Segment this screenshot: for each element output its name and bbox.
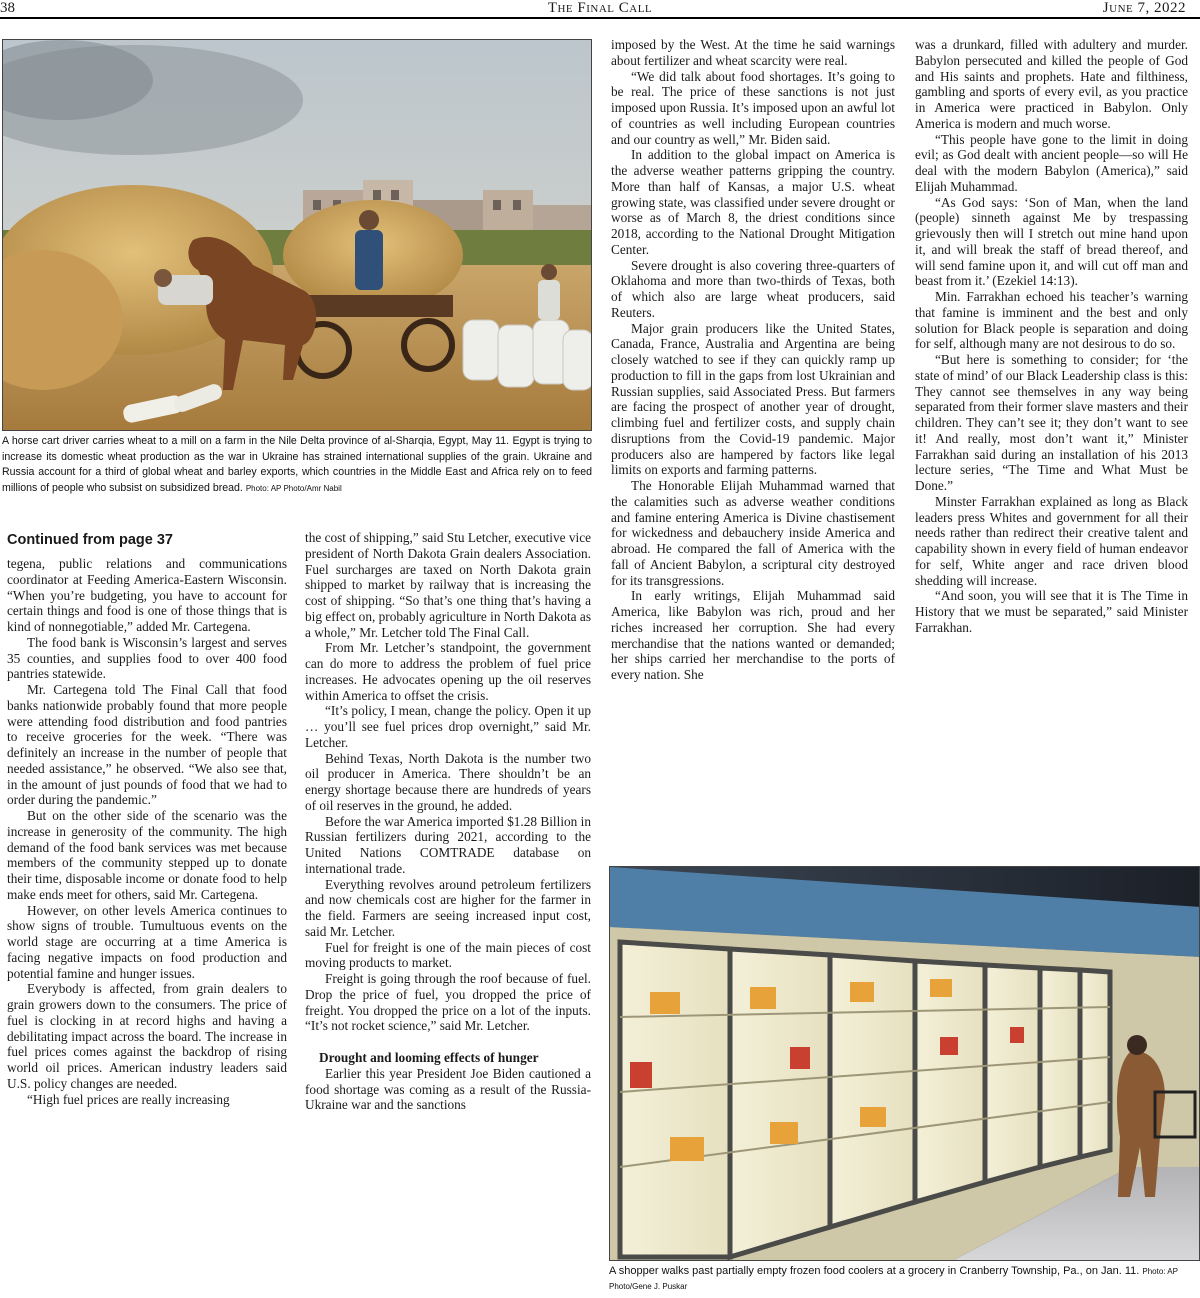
paragraph: Mr. Cartegena told The Final Call that food banks nationwide probably found that more people were attending food distribution and food pantries to receive groceries for the week. “There was definitely an increase in the number of people that needed assistance,” he observed. “We also see that, in the amount of just pounds of food that we had to order during the pandemic.” bbox=[7, 682, 287, 808]
paragraph: Earlier this year President Joe Biden cautioned a food shortage was coming as a result of the Russia-Ukraine war and the sanctions bbox=[305, 1065, 591, 1113]
paragraph: Everybody is affected, from grain dealers to grain growers down to the consumers. The price of fuel is clocking in at record highs and having a debilitating impact across the board. The increase in fuel prices comes against the backdrop of rising world oil prices. American industry leaders said U.S. policy changes are needed. bbox=[7, 981, 287, 1091]
page-header bbox=[0, 0, 1200, 18]
paragraph: “It’s policy, I mean, change the policy. Open it up … you’ll see fuel prices drop overnight,” said Mr. Letcher. bbox=[305, 703, 591, 750]
grocery-photo-caption bbox=[609, 1264, 1200, 1296]
paragraph: imposed by the West. At the time he said warnings about fertilizer and wheat scarcity were real. bbox=[611, 37, 895, 68]
paragraph: Behind Texas, North Dakota is the number two oil producer in America. There shouldn’t be an energy shortage because there are hundreds of years of oil reserves in the ground, he added. bbox=[305, 750, 591, 813]
wheat-photo-caption bbox=[2, 434, 592, 498]
paragraph: “This people have gone to the limit in doing evil; as God dealt with ancient people—so will He deal with the modern Babylon (America),” said Elijah Muhammad. bbox=[915, 131, 1188, 194]
grocery-caption-text: A shopper walks past partially empty frozen food coolers at a grocery in Cranberry Township, Pa., on Jan. 11. bbox=[609, 1265, 1140, 1277]
paragraph: Minster Farrakhan explained as long as Black leaders press Whites and government for all their needs rather than redirect their creative talent and capability shown in every field of human endeavor for self, White anger and race driven blood shedding will increase. bbox=[915, 493, 1188, 588]
paragraph: Before the war America imported $1.28 Billion in Russian fertilizers during 2021, according to the United Nations COMTRADE database on international trade. bbox=[305, 813, 591, 876]
page-number: 38 bbox=[0, 0, 15, 16]
paragraph: tegena, public relations and communications coordinator at Feeding America-Eastern Wisconsin. “When you’re budgeting, you have to account for certain things and food is one of those things that is kind of nonnegotiable,” added Mr. Cartegena. bbox=[7, 556, 287, 634]
article-column-1 bbox=[7, 530, 287, 1294]
paragraph: The Honorable Elijah Muhammad warned that the calamities such as adverse weather conditions and famine entering America is Divine chastisement for wickedness and debauchery inside America and abroad. He compared the fall of America with the fall of Ancient Babylon, a scriptural city destroyed for its transgressions. bbox=[611, 478, 895, 588]
wheat-harvest-photo bbox=[2, 39, 592, 431]
paragraph: Everything revolves around petroleum fertilizers and now chemicals cost are higher for the farmer in the field. Farmers are seeing increased input cost, said Mr. Letcher. bbox=[305, 876, 591, 939]
article-column-2 bbox=[305, 530, 591, 1294]
issue-date: June 7, 2022 bbox=[1102, 0, 1186, 16]
grocery-freezer-photo bbox=[609, 866, 1200, 1261]
header-rule bbox=[0, 17, 1200, 19]
wheat-photo-credit: Photo: AP Photo/Amr Nabil bbox=[245, 483, 342, 493]
paragraph: Min. Farrakhan echoed his teacher’s warning that famine is imminent and the best and only solution for Black people is separation and doing for self, although many are not desirous to do so. bbox=[915, 289, 1188, 352]
paragraph: the cost of shipping,” said Stu Letcher, executive vice president of North Dakota Grain dealers Association. Fuel surcharges are taxed on North Dakota grain shipped to market by railway that is increasing the cost of shipping. “So that’s one thing that’s having a big effect on, probably agriculture in North Dakota as a whole,” Mr. Letcher told The Final Call. bbox=[305, 530, 591, 640]
paragraph: In early writings, Elijah Muhammad said America, like Babylon was rich, proud and her riches increased her corruption. She had every merchandise that the nations wanted or demanded; her ships carried her merchandise to the ports of every nation. She bbox=[611, 588, 895, 682]
paragraph: Fuel for freight is one of the main pieces of cost moving products to market. bbox=[305, 939, 591, 971]
publication-name: The Final Call bbox=[547, 0, 653, 16]
paragraph: Freight is going through the roof because of fuel. Drop the price of fuel, you dropped the price of freight. You dropped the price on a lot of the inputs. “It’s not rocket science,” said Mr. Letcher. bbox=[305, 971, 591, 1034]
continued-from-label: Continued from page 37 bbox=[7, 532, 173, 548]
paragraph: The food bank is Wisconsin’s largest and serves 35 counties, and supplies food to over 400 food pantries statewide. bbox=[7, 634, 287, 682]
paragraph: “As God says: ‘Son of Man, when the land (people) sinneth against Me by trespassing grievously then will I stretch out mine hand upon it, and will break the staff of bread thereof, and will send famine upon it, and will cut off man and beast from it.’ (Ezekiel 14:13). bbox=[915, 194, 1188, 289]
grocery-photo-credit: Photo: AP Photo/Gene J. Puskar bbox=[609, 1267, 1178, 1291]
section-subhead: Drought and looming effects of hunger bbox=[319, 1050, 539, 1065]
paragraph: Major grain producers like the United States, Canada, France, Australia and Argentina are being closely watched to see if they can quickly ramp up production to fill in the gaps from lost Ukrainian and Russian supplies, said Associated Press. But farmers are facing the prospect of another year of drought, climbing fuel and fertilizer costs, and supply chain disruptions from the Covid-19 pandemic. Major producers also are hampered by factors like legal limits on exports and farming patterns. bbox=[611, 320, 895, 478]
paragraph: In addition to the global impact on America is the adverse weather patterns gripping the country. More than half of Kansas, a major U.S. wheat growing state, was classified under severe drought or worse as of March 8, the driest conditions since 2018, according to the National Drought Mitigation Center. bbox=[611, 147, 895, 257]
paragraph: “We did talk about food shortages. It’s going to be real. The price of these sanctions is not just imposed upon Russia. It’s imposed upon an awful lot of countries as well including European countries and our country as well,” Mr. Biden said. bbox=[611, 68, 895, 147]
paragraph: However, on other levels America continues to show signs of trouble. Tumultuous events on the world stage are occurring at a time America is facing negative impacts on food production and potential famine and hunger issues. bbox=[7, 902, 287, 981]
paragraph: “And soon, you will see that it is The Time in History that we must be separated,” said Minister Farrakhan. bbox=[915, 588, 1188, 635]
paragraph: “High fuel prices are really increasing bbox=[27, 1091, 230, 1107]
paragraph: “But here is something to consider; for ‘the state of mind’ of our Black Leadership class is this: They cannot see themselves in any way being separated from their former slave masters and their children. They can’t see it; they don’t want to see it! And really, most don’t want it,” Minister Farrakhan said during an installation of his 2013 lecture series, “The Time and What Must be Done.” bbox=[915, 352, 1188, 493]
paragraph: was a drunkard, filled with adultery and murder. Babylon persecuted and killed the people of God and His saints and prophets. Hate and filthiness, gambling and sports of every evil, as you practice in America were practiced in Babylon. Only America is modern and much worse. bbox=[915, 37, 1188, 131]
article-column-3 bbox=[611, 37, 895, 857]
wheat-caption-text: A horse cart driver carries wheat to a mill on a farm in the Nile Delta province of al-Sharqia, Egypt, May 11. Egypt is trying to increase its domestic wheat production as the war in Ukraine has strained international supplies of the grain. Ukraine and Russia account for a third of global wheat and barley exports, which countries in the Middle East and Africa rely on to feed millions of people who subsist on subsidized bread. bbox=[2, 435, 592, 494]
article-column-4 bbox=[915, 37, 1188, 857]
paragraph: Severe drought is also covering three-quarters of Oklahoma and more than two-thirds of Texas, both of which also are large wheat producers, said Reuters. bbox=[611, 257, 895, 320]
paragraph: But on the other side of the scenario was the increase in generosity of the community. The high demand of the food bank services was met because members of the community stepped up to donate their time, disposable income or donate food to help make ends meet for others, said Mr. Cartegena. bbox=[7, 808, 287, 902]
paragraph: From Mr. Letcher’s standpoint, the government can do more to address the problem of fuel price increases. He advocates opening up the oil reserves within America to offset the crisis. bbox=[305, 640, 591, 703]
